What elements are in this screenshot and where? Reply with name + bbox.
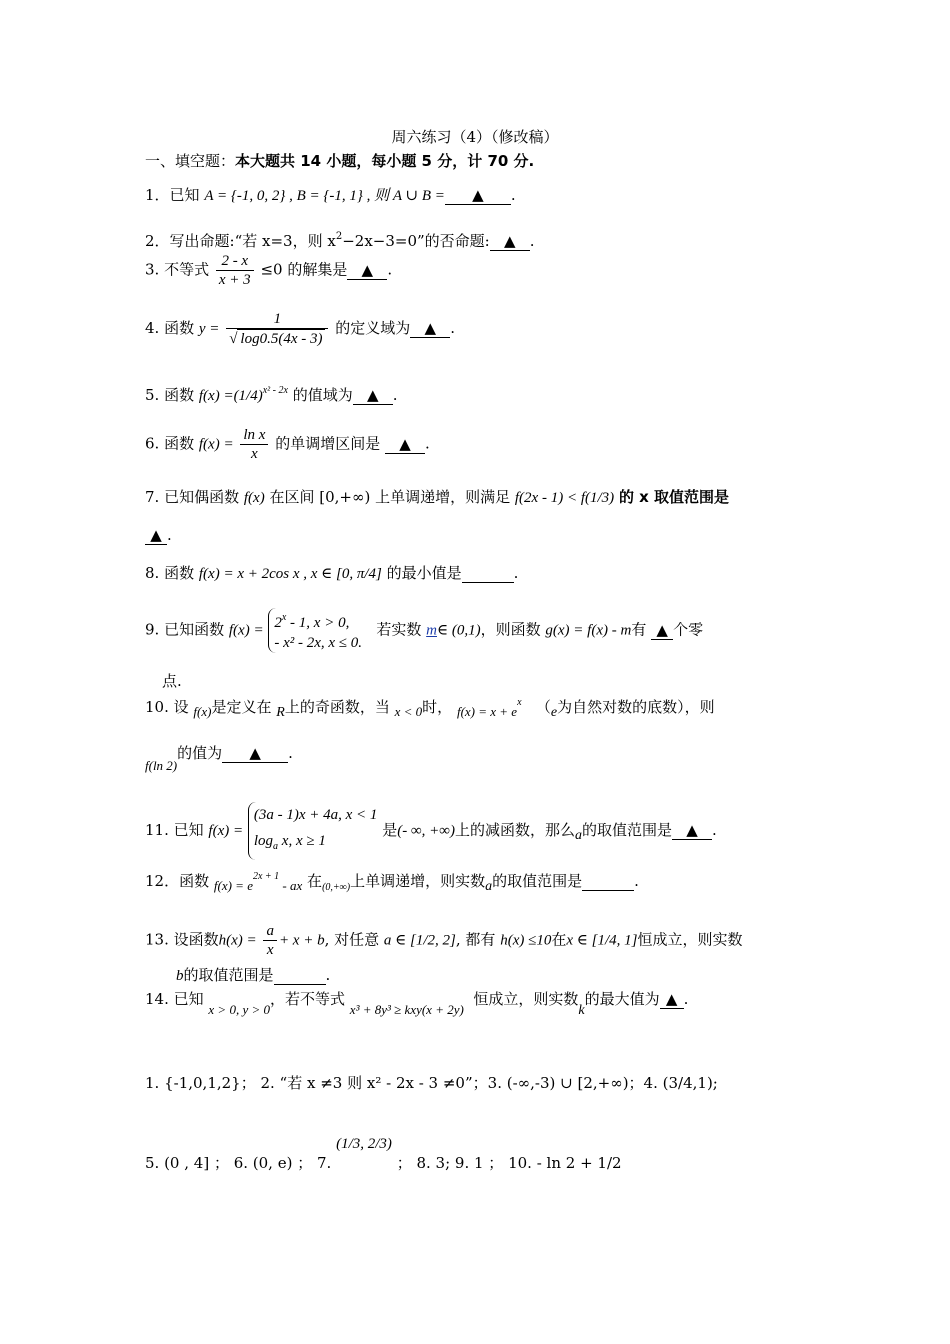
q11-prefix: 11. 已知	[145, 821, 204, 839]
q11-text: 是	[382, 821, 398, 839]
q9-prefix: 9. 已知函数	[145, 620, 225, 639]
answer-blank: ▲	[651, 621, 673, 640]
answer-blank: ▲	[660, 990, 684, 1009]
q11-piece-2b: x, x ≥ 1	[278, 833, 326, 849]
answer-blank: ▲	[672, 821, 712, 840]
q14-text: ，若不等式	[270, 990, 346, 1008]
q3-prefix: 3. 不等式	[145, 260, 210, 279]
q12-exp: 2x + 1	[252, 871, 280, 882]
answer-blank: ▲	[410, 319, 450, 338]
q13-range-x: x ∈ [1/4, 1]	[566, 932, 638, 949]
q12-interval: (0,+∞)	[322, 882, 351, 893]
q6-denominator: x	[251, 446, 258, 462]
question-2: 2．写出命题:“若 x=3，则 $x^2-2x-3=0$”的否命题: ▲ .	[145, 231, 535, 250]
q13-ineq: h(x) ≤10	[500, 932, 552, 949]
answer-blank: ▲	[445, 186, 511, 205]
q4-text: 的定义域为	[335, 319, 411, 337]
q14-ineq: x³ + 8y³ ≥ kxy(x + 2y)	[349, 1002, 464, 1017]
q11-text-2: 上的减函数，那么	[454, 821, 575, 839]
q9-interval: ∈ (0,1)	[437, 622, 481, 639]
answers-line-2	[145, 1136, 622, 1173]
q11-interval: (- ∞, +∞)	[397, 823, 455, 839]
answer-blank: ▲	[353, 386, 393, 405]
q10-text-5: 的值为	[177, 744, 223, 762]
q11-piece-1: (3a - 1)x + 4a, x < 1	[253, 807, 378, 823]
q10-fx-def: f(x) = x + e	[456, 704, 518, 719]
answers-8-10: ； 8. 3; 9. 1 ； 10. - ln 2 + 1/2	[396, 1154, 622, 1172]
q9-tail: 点.	[162, 672, 182, 690]
q9-piece-1b: - 1, x > 0,	[286, 615, 350, 631]
q10-text-4: 为自然对数的底数），则	[557, 698, 715, 716]
q7-text-2: 的 x 取值范围是	[618, 488, 730, 506]
q10-text-2: 上的奇函数，当	[284, 698, 390, 716]
question-6: 6. 函数 f(x) = $\frac{\text{ln x}}{x}$ 的单调增区间是 ▲ .	[145, 427, 430, 462]
answer-blank: ▲	[385, 435, 425, 454]
q13-text-2: , 都有	[455, 930, 496, 949]
q9-text-2: ，则函数	[480, 620, 541, 639]
q1-prefix: 1．已知	[145, 186, 200, 204]
q12-prefix: 12．函数	[145, 872, 210, 890]
q14-k: k	[578, 1003, 585, 1018]
q6-numerator: ln x	[240, 426, 268, 445]
q8-text: 的最小值是	[386, 564, 462, 582]
q5-text: 的值域为	[292, 386, 353, 404]
q3-numerator: 2 - x	[216, 252, 254, 271]
q4-radicand: log0.5(4x - 3)	[237, 329, 325, 348]
q14-text-2: 恒成立，则实数	[473, 990, 579, 1008]
q13-fraction	[263, 922, 277, 959]
q10-fln2: f(ln 2)	[145, 758, 178, 773]
q12-a: a	[485, 879, 493, 894]
q9-fx: f(x) =	[228, 622, 264, 639]
q13-hx: h(x) =	[218, 932, 257, 949]
question-8: 8. 函数 f(x) = x + 2cos x , x ∈ [0, π/4] 的最小值是 .	[145, 564, 519, 582]
answer-blank: ▲	[347, 261, 387, 280]
q11-piecewise	[248, 802, 378, 860]
q11-a: a	[574, 828, 582, 843]
q6-text: 的单调增区间是	[275, 434, 381, 453]
q6-fraction	[240, 426, 268, 463]
q4-prefix: 4. 函数	[145, 319, 195, 337]
answer-blank-empty	[582, 872, 634, 891]
q7-prefix: 7. 已知偶函数	[145, 488, 240, 506]
q8-math: f(x) = x + 2cos x , x ∈ [0, π/4]	[198, 566, 382, 582]
q10-fx: f(x)	[193, 704, 212, 719]
q10-prefix: 10. 设	[145, 698, 189, 716]
q10-r: R	[276, 705, 285, 720]
q9-text-4: 个零	[673, 620, 704, 639]
q11-piece-2-sub: a	[273, 841, 279, 852]
question-10	[145, 696, 715, 721]
question-14: 14. 已知 x > 0, y > 0，若不等式 x³ + 8y³ ≥ kxy(x + 2y) 恒成立，则实数k的最大值为 ▲ .	[145, 990, 689, 1018]
q2-text: −2x−3=0”的否命题:	[342, 232, 490, 250]
q12-text-3: 的取值范围是	[492, 872, 583, 890]
q13-numerator: a	[263, 922, 277, 941]
q3-text: ≤0 的解集是	[260, 260, 348, 279]
q13-denominator: x	[266, 942, 274, 958]
question-9	[145, 608, 703, 653]
q5-prefix: 5. 函数	[145, 386, 195, 404]
q12-fx: f(x) = e	[213, 878, 253, 893]
q10-e: e	[550, 705, 558, 720]
answers-1-4: 1. {-1,0,1,2}； 2. “若 x ≠3 则 x² - 2x - 3 ≠0”；3. (-∞,-3) ∪ [2,+∞)；4. (3/4,1);	[145, 1074, 718, 1092]
q14-cond: x > 0, y > 0	[208, 1002, 270, 1017]
q13-text-3: 在	[551, 930, 567, 949]
q11-piece-2a: log	[253, 833, 274, 849]
q5-math: f(x) =(1/4)	[198, 388, 263, 404]
q9-piecewise	[268, 608, 362, 653]
q3-fraction	[216, 252, 254, 289]
q9-gx: g(x) = f(x) - m	[545, 622, 632, 639]
q13-b: b	[176, 968, 184, 984]
q12-text: 在	[307, 872, 323, 890]
answer-blank-empty	[274, 966, 326, 985]
q13-prefix: 13. 设函数	[145, 930, 219, 949]
q2-prefix: 2．写出命题:“若 x=3，则 x	[145, 232, 336, 250]
question-1: 1．已知 A = {-1, 0, 2} , B = {-1, 1} , 则 A ∪ B = ▲ .	[145, 186, 516, 204]
q13-hx-b: + x + b	[278, 932, 325, 949]
q10-cond: x < 0	[394, 704, 423, 719]
q10-text: 是定义在	[211, 698, 272, 716]
q9-text-3: 有	[631, 620, 647, 639]
question-11: 11. 已知 f(x) = (3a - 1)x + 4a, x < 1 $\log_a x$, x ≥ 1 是(- ∞, +∞)上的减函数，那么a的取值范围是 ▲ .	[145, 802, 717, 860]
section-desc: 本大题共 14 小题，每小题 5 分，计 70 分.	[235, 152, 535, 170]
q12-fx-b: - ax	[279, 878, 303, 893]
answer-7-value: (1/3, 2/3)	[336, 1136, 392, 1152]
answer-blank-empty	[462, 564, 514, 583]
answers-line-1	[145, 1072, 718, 1093]
question-4: 4. 函数 y = $\frac{1}{√ \log 0.5(4x - 3)}$ 的定义域为 ▲ .	[145, 311, 456, 347]
q10-text-3: 时，	[422, 698, 453, 716]
q3-denominator: x + 3	[218, 272, 251, 288]
section-label: 一、填空题：	[145, 152, 236, 170]
q6-prefix: 6. 函数	[145, 434, 195, 453]
q5-exponent: x² - 2x	[262, 385, 288, 396]
q9-text: 若实数	[376, 620, 422, 639]
q9-piece-1: 2	[274, 615, 282, 631]
answers-5-7: 5. (0 , 4] ； 6. (0, e) ； 7.	[145, 1154, 332, 1172]
question-7-cont: ▲ .	[145, 526, 172, 545]
answer-blank: ▲	[222, 744, 288, 763]
q13-range-a: a ∈ [1/2, 2]	[383, 932, 456, 949]
q13-text-5: 的取值范围是	[183, 966, 274, 984]
q4-y: y =	[198, 321, 220, 337]
q14-prefix: 14. 已知	[145, 990, 204, 1008]
q4-denominator: √ log0.5(4x - 3)	[226, 329, 328, 348]
q6-math: f(x) =	[198, 436, 234, 453]
q7-fx: f(x)	[243, 490, 265, 506]
q7-inequality: f(2x - 1) < f(1/3)	[514, 490, 615, 506]
q9-piece-1-exp: x	[281, 612, 287, 623]
q9-piece-2: - x² - 2x, x ≤ 0.	[274, 635, 363, 651]
question-3: 3. 不等式 $\frac{2 - x}{x + 3}$ ≤0 的解集是 ▲ .	[145, 253, 393, 288]
answer-blank: ▲	[490, 232, 530, 251]
q11-fx: f(x) =	[208, 823, 244, 839]
q7-text: 在区间 [0,+∞) 上单调递增，则满足	[269, 488, 511, 506]
q13-text: , 对任意	[324, 930, 380, 949]
q14-text-3: 的最大值为	[584, 990, 660, 1008]
question-5: 5. 函数 $f(x) =(1/4)^{x^2 - 2x}$ 的值域为 ▲ .	[145, 385, 398, 404]
section-heading	[145, 150, 534, 171]
q10-exp: x	[517, 697, 522, 708]
question-13-cont: b的取值范围是 .	[176, 966, 331, 984]
q4-fraction	[226, 310, 328, 348]
q8-prefix: 8. 函数	[145, 564, 195, 582]
q12-text-2: 上单调递增，则实数	[350, 872, 486, 890]
page-title: 周六练习（4）（修改稿）	[391, 128, 559, 146]
q11-text-3: 的取值范围是	[581, 821, 672, 839]
q13-text-4: 恒成立，则实数	[637, 930, 743, 949]
question-12: 12．函数 $f(x) = e^{2x + 1}$ - ax 在$_{(0,+\infty)}$上单调递增，则实数a的取值范围是 .	[145, 871, 639, 894]
q1-math: A = {-1, 0, 2} , B = {-1, 1} , 则 A ∪ B =	[204, 188, 445, 204]
answer-blank: ▲	[145, 526, 167, 545]
question-9-cont	[162, 670, 182, 691]
q10-paren: （	[535, 698, 551, 716]
q4-numerator: 1	[226, 310, 328, 329]
question-13	[145, 922, 742, 959]
q9-m-link[interactable]: m	[426, 622, 437, 639]
question-10-cont: f(ln 2)的值为 ▲ .	[145, 744, 293, 773]
question-7	[145, 486, 729, 507]
